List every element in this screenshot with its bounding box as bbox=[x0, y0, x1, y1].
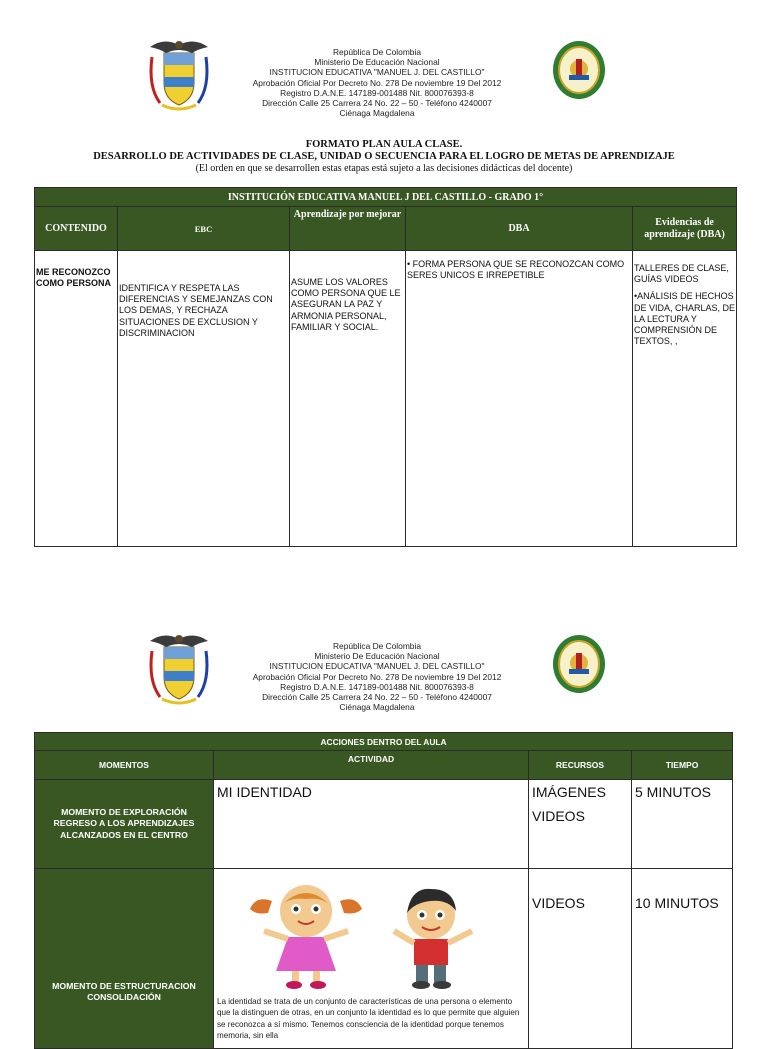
recurso-imagenes: IMÁGENES bbox=[532, 784, 606, 800]
institution-header: República De Colombia Ministerio De Educación Nacional INSTITUCION EDUCATIVA "MANUEL J. DEL CASTILLO" Aprobación Oficial Por Decreto No. 278 De noviembre 19 Del 2012 Registro D.A.N.E. 147189-001488 Nit. 800076393-8 Dirección Calle 25 Carrera 24 No. 22 – 50 - Teléfono 4240007 Ciénaga Magdalena bbox=[252, 641, 502, 713]
dba-text: • FORMA PERSONA QUE SE RECONOZCAN COMO SERES UNICOS E IRREPETIBLE bbox=[407, 259, 625, 281]
cell-dba bbox=[406, 251, 633, 547]
cell-contenido bbox=[35, 251, 118, 547]
header-actividad: ACTIVIDAD bbox=[214, 751, 529, 780]
page-header-second bbox=[0, 631, 768, 731]
institution-header: República De Colombia Ministerio De Educación Nacional INSTITUCION EDUCATIVA "MANUEL J. DEL CASTILLO" Aprobación Oficial Por Decreto No. 278 De noviembre 19 Del 2012 Registro D.A.N.E. 147189-001488 Nit. 800076393-8 Dirección Calle 25 Carrera 24 No. 22 – 50 - Teléfono 4240007 Ciénaga Magdalena bbox=[252, 47, 502, 119]
recurso-videos: VIDEOS bbox=[532, 895, 585, 911]
actividad-cell bbox=[214, 869, 529, 1049]
cell-aprendizaje bbox=[290, 251, 406, 547]
recursos-cell bbox=[529, 780, 632, 869]
recurso-videos: VIDEOS bbox=[532, 808, 585, 824]
document-subtitle: DESARROLLO DE ACTIVIDADES DE CLASE, UNIDAD O SECUENCIA PARA EL LOGRO DE METAS DE APRENDIZAJE bbox=[93, 151, 675, 162]
document-title: FORMATO PLAN AULA CLASE. bbox=[305, 139, 463, 150]
table-row bbox=[35, 869, 733, 1049]
header-tiempo: TIEMPO bbox=[632, 751, 733, 780]
actions-table bbox=[34, 732, 733, 1049]
cell-evidencias bbox=[633, 251, 737, 547]
evidencias-text-2: •ANÁLISIS DE HECHOS DE VIDA, CHARLAS, DE LA LECTURA Y COMPRENSIÓN DE TEXTOS, , bbox=[634, 291, 736, 347]
ebc-text: IDENTIFICA Y RESPETA LAS DIFERENCIAS Y SEMEJANZAS CON LOS DEMAS, Y RECHAZA SITUACIONES DE EXCLUSION Y DISCRIMINACION bbox=[119, 283, 273, 338]
header-evidencias: Evidencias de aprendizaje (DBA) bbox=[633, 207, 737, 251]
aprendizaje-text: ASUME LOS VALORES COMO PERSONA QUE LE ASEGURAN LA PAZ Y ARMONIA PERSONAL, FAMILIAR Y SOCIAL. bbox=[291, 277, 401, 332]
children-illustration bbox=[216, 885, 526, 993]
cell-ebc bbox=[118, 251, 290, 547]
plan-table-band: INSTITUCIÓN EDUCATIVA MANUEL J DEL CASTILLO - GRADO 1° bbox=[35, 188, 737, 207]
tiempo-value: 10 MINUTOS bbox=[635, 895, 719, 911]
actions-table-band: ACCIONES DENTRO DEL AULA bbox=[35, 733, 733, 751]
document-title-block bbox=[0, 139, 768, 175]
momento-exploracion: MOMENTO DE EXPLORACIÓN REGRESO A LOS APRENDIZAJES ALCANZADOS EN EL CENTRO bbox=[35, 780, 214, 869]
tiempo-cell bbox=[632, 869, 733, 1049]
header-momentos: MOMENTOS bbox=[35, 751, 214, 780]
table-row bbox=[35, 780, 733, 869]
header-aprendizaje: Aprendizaje por mejorar bbox=[290, 207, 406, 251]
plan-table bbox=[34, 187, 737, 547]
actividad-title: MI IDENTIDAD bbox=[217, 784, 312, 800]
momento-estructuracion: MOMENTO DE ESTRUCTURACION CONSOLIDACIÓN bbox=[35, 869, 214, 1049]
evidencias-text-1: TALLERES DE CLASE, GUÍAS VIDEOS bbox=[634, 263, 729, 285]
school-seal-icon bbox=[551, 39, 607, 101]
recursos-cell bbox=[529, 869, 632, 1049]
header-recursos: RECURSOS bbox=[529, 751, 632, 780]
identity-paragraph: La identidad se trata de un conjunto de características de una persona o elemento que la distinguen de otras, en un conjunto la identidad es lo que permite que alguien se reconozca a sí mismo. Tenemos consciencia de la identidad porque tenemos memoria, sin ella bbox=[217, 997, 520, 1040]
school-seal-icon bbox=[551, 633, 607, 695]
document-note: (El orden en que se desarrollen estas etapas está sujeto a las decisiones didácticas del docente) bbox=[195, 163, 573, 174]
header-contenido: CONTENIDO bbox=[35, 207, 118, 251]
actividad-cell bbox=[214, 780, 529, 869]
contenido-text: ME RECONOZCO COMO PERSONA bbox=[36, 267, 112, 289]
tiempo-cell: 5 MINUTOS bbox=[632, 780, 733, 869]
header-dba: DBA bbox=[406, 207, 633, 251]
header-ebc: EBC bbox=[118, 207, 290, 251]
page-header-top bbox=[0, 37, 768, 137]
